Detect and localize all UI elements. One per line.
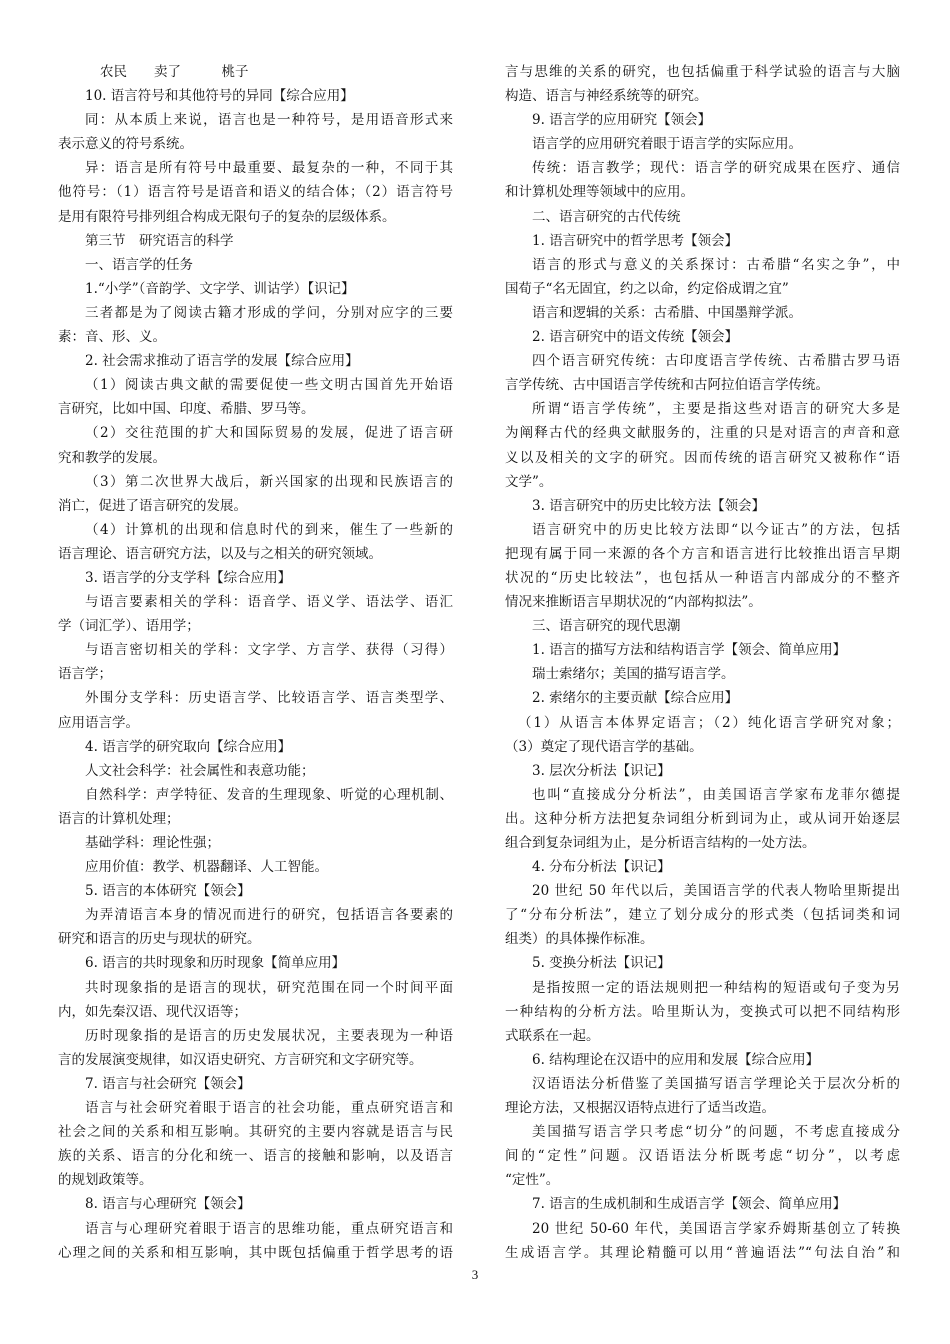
text-line: 文学”。 (505, 473, 553, 490)
text-line: （1）阅读古典文献的需要促使一些文明古国首先开始语 (85, 377, 453, 394)
text-line: 应用价值：教学、机器翻译、人工智能。 (85, 859, 328, 876)
text-line: 2. 索绪尔的主要贡献【综合应用】 (532, 690, 739, 707)
text-line: 是用有限符号排列组合构成无限句子的复杂的层级体系。 (58, 208, 396, 225)
text-line: 言学传统、古中国语言学传统和古阿拉伯语言学传统。 (505, 377, 829, 394)
text-line: 第三节 研究语言的科学 (85, 232, 234, 249)
text-line: 语言与社会研究着眼于语言的社会功能，重点研究语言和 (85, 1100, 453, 1117)
text-line: 也叫“直接成分分析法”，由美国语言学家布龙菲尔德提 (532, 786, 900, 803)
text-line: 一种结构的分析方法。哈里斯认为，变换式可以把不同结构形 (505, 1003, 900, 1020)
text-line: 6. 语言的共时现象和历时现象【简单应用】 (85, 955, 346, 972)
text-line: 了“分布分析法”，建立了划分成分的形式类（包括词类和词 (505, 907, 900, 924)
text-line: 学（词汇学）、语用学； (58, 618, 200, 635)
text-line: “定性”。 (505, 1172, 560, 1189)
left-text-column (58, 60, 453, 1265)
text-line: （4）计算机的出现和信息时代的到来，催生了一些新的 (85, 521, 453, 538)
text-line: 语言学的应用研究着眼于语言学的实际应用。 (532, 136, 802, 153)
text-line: 语言和逻辑的关系：古希腊、中国墨辩学派。 (532, 304, 802, 321)
text-line: （2）交往范围的扩大和国际贸易的发展，促进了语言研 (85, 425, 453, 442)
text-line: 状况的“历史比较法”，也包括从一种语言内部成分的不整齐 (505, 569, 900, 586)
text-line: 情况来推断语言早期状况的“内部构拟法”。 (505, 594, 762, 611)
text-line: （3）奠定了现代语言学的基础。 (505, 738, 703, 755)
text-line: 生成语言学。其理论精髓可以用“普遍语法”“句法自治”和 (505, 1244, 900, 1261)
text-line: 语言学； (58, 666, 112, 683)
text-line: 共时现象指的是语言的现状，研究范围在同一个时间平面 (85, 979, 453, 996)
text-line: （3）第二次世界大战后，新兴国家的出现和民族语言的 (85, 473, 453, 490)
page-number: 3 (471, 1267, 479, 1282)
text-line: 瑞士索绪尔；美国的描写语言学。 (532, 666, 735, 683)
text-line: 心理之间的关系和相互影响，其中既包括偏重于哲学思考的语 (58, 1244, 453, 1261)
text-line: 理论方法，又根据汉语特点进行了适当改造。 (505, 1100, 775, 1117)
text-line: 式联系在一起。 (505, 1027, 600, 1044)
text-line: 1. 语言研究中的哲学思考【领会】 (532, 232, 739, 249)
text-line: 言与思维的关系的研究，也包括偏重于科学试验的语言与大脑 (505, 64, 900, 80)
text-line: 语言的计算机处理； (58, 810, 180, 827)
text-line: 1.“小学”（音韵学、文字学、训诂学）【识记】 (85, 280, 355, 297)
text-line: 语言理论、语言研究方法，以及与之相关的研究领域。 (58, 545, 382, 562)
text-line: 组类）的具体操作标准。 (505, 931, 654, 948)
text-line: 组合到复杂词组为止，是分析语言结构的一处方法。 (505, 835, 816, 851)
text-line: 6. 结构理论在汉语中的应用和发展【综合应用】 (532, 1051, 820, 1068)
text-line: 一、语言学的任务 (85, 256, 193, 273)
text-line: 素：音、形、义。 (58, 329, 166, 346)
text-line: 消亡，促进了语言研究的发展。 (58, 497, 247, 514)
text-line: （1）从语言本体界定语言；（2）纯化语言学研究对象； (518, 714, 900, 731)
text-line: 2. 社会需求推动了语言学的发展【综合应用】 (85, 353, 359, 370)
text-line: 美国描写语言学只考虑“切分”的问题，不考虑直接成分 (532, 1124, 900, 1141)
text-line: 3. 语言研究中的历史比较方法【领会】 (532, 497, 766, 514)
text-line: 所谓“语言学传统”，主要是指这些对语言的研究大多是 (532, 401, 900, 418)
text-line: 构造、语言与神经系统等的研究。 (505, 88, 708, 105)
text-line: 4. 分布分析法【识记】 (532, 859, 671, 876)
text-line: 20 世纪 50 年代以后，美国语言学的代表人物哈里斯提出 (532, 883, 900, 900)
right-text-column (505, 60, 900, 1265)
text-line: 表示意义的符号系统。 (58, 136, 193, 153)
text-line: 传统：语言教学；现代：语言学的研究成果在医疗、通信 (532, 160, 900, 177)
text-line: 为弄清语言本身的情况而进行的研究，包括语言各要素的 (85, 907, 453, 924)
text-line: 4. 语言学的研究取向【综合应用】 (85, 738, 292, 755)
text-line: 9. 语言学的应用研究【领会】 (532, 112, 712, 129)
text-line: 他符号：（1）语言符号是语音和语义的结合体；（2）语言符号 (58, 184, 453, 201)
text-line: 与语言密切相关的学科：文字学、方言学、获得（习得） (85, 642, 453, 659)
text-line: 语言的形式与意义的关系探讨：古希腊“名实之争”，中 (532, 256, 900, 273)
text-line: 族的关系、语言的分化和统一、语言的接触和影响，以及语言 (58, 1148, 453, 1165)
text-line: 3. 语言学的分支学科【综合应用】 (85, 569, 292, 586)
text-line: 与语言要素相关的学科：语音学、语义学、语法学、语汇 (85, 594, 453, 611)
text-line: 义以及相关的文字的研究。因而传统的语言研究又被称作“语 (505, 449, 900, 466)
text-line: 外围分支学科：历史语言学、比较语言学、语言类型学、 (85, 690, 453, 707)
text-line: 农民 卖了 桃子 (100, 64, 249, 80)
text-line: 8. 语言与心理研究【领会】 (85, 1196, 251, 1213)
text-line: 7. 语言与社会研究【领会】 (85, 1075, 251, 1092)
text-line: 语言与心理研究着眼于语言的思维功能，重点研究语言和 (85, 1220, 453, 1237)
text-line: 自然科学：声学特征、发音的生理现象、听觉的心理机制、 (85, 786, 453, 803)
text-line: 7. 语言的生成机制和生成语言学【领会、简单应用】 (532, 1196, 847, 1213)
text-line: 国荀子“名无固宜，约之以命，约定俗成谓之宜” (505, 280, 789, 297)
text-line: 3. 层次分析法【识记】 (532, 762, 671, 779)
text-line: 是指按照一定的语法规则把一种结构的短语或句子变为另 (532, 979, 900, 996)
text-line: 言的发展演变规律，如汉语史研究、方言研究和文字研究等。 (58, 1051, 423, 1068)
text-line: 社会之间的关系和相互影响。其研究的主要内容就是语言与民 (58, 1124, 453, 1141)
text-line: 间的“定性”问题。汉语语法分析既考虑“切分”，以考虑 (505, 1148, 900, 1165)
text-line: 同：从本质上来说，语言也是一种符号，是用语音形式来 (85, 112, 453, 129)
text-line: 5. 语言的本体研究【领会】 (85, 883, 251, 900)
text-line: 5. 变换分析法【识记】 (532, 955, 671, 972)
text-line: 内，如先秦汉语、现代汉语等； (58, 1003, 247, 1020)
text-line: 10. 语言符号和其他符号的异同【综合应用】 (85, 88, 354, 105)
text-line: 二、语言研究的古代传统 (532, 208, 681, 225)
text-line: 汉语语法分析借鉴了美国描写语言学理论关于层次分析的 (532, 1075, 900, 1092)
text-line: 为阐释古代的经典文献服务的，注重的只是对语言的声音和意 (505, 425, 900, 442)
text-line: 把现有属于同一来源的各个方言和语言进行比较推出语言早期 (505, 545, 900, 562)
text-line: 人文社会科学：社会属性和表意功能； (85, 762, 315, 779)
text-line: 四个语言研究传统：古印度语言学传统、古希腊古罗马语 (532, 353, 900, 370)
text-line: 基础学科：理论性强； (85, 835, 220, 851)
text-line: 的规划政策等。 (58, 1172, 153, 1189)
text-line: 1. 语言的描写方法和结构语言学【领会、简单应用】 (532, 642, 847, 659)
text-line: 三、语言研究的现代思潮 (532, 618, 681, 635)
text-line: 20 世纪 50-60 年代，美国语言学家乔姆斯基创立了转换 (532, 1220, 900, 1237)
text-line: 和计算机处理等领域中的应用。 (505, 184, 694, 201)
text-line: 三者都是为了阅读古籍才形成的学问，分别对应字的三要 (85, 304, 453, 321)
text-line: 2. 语言研究中的语文传统【领会】 (532, 329, 739, 346)
text-line: 究和教学的发展。 (58, 449, 166, 466)
text-line: 异：语言是所有符号中最重要、最复杂的一种，不同于其 (85, 160, 453, 177)
text-line: 研究和语言的历史与现状的研究。 (58, 931, 261, 948)
text-line: 语言研究中的历史比较方法即“以今证古”的方法，包括 (532, 521, 900, 538)
text-line: 言研究，比如中国、印度、希腊、罗马等。 (58, 401, 315, 418)
text-line: 历时现象指的是语言的历史发展状况，主要表现为一种语 (85, 1027, 453, 1044)
text-line: 应用语言学。 (58, 714, 139, 731)
text-line: 出。这种分析方法把复杂词组分析到词为止，或从词开始逐层 (505, 810, 900, 827)
